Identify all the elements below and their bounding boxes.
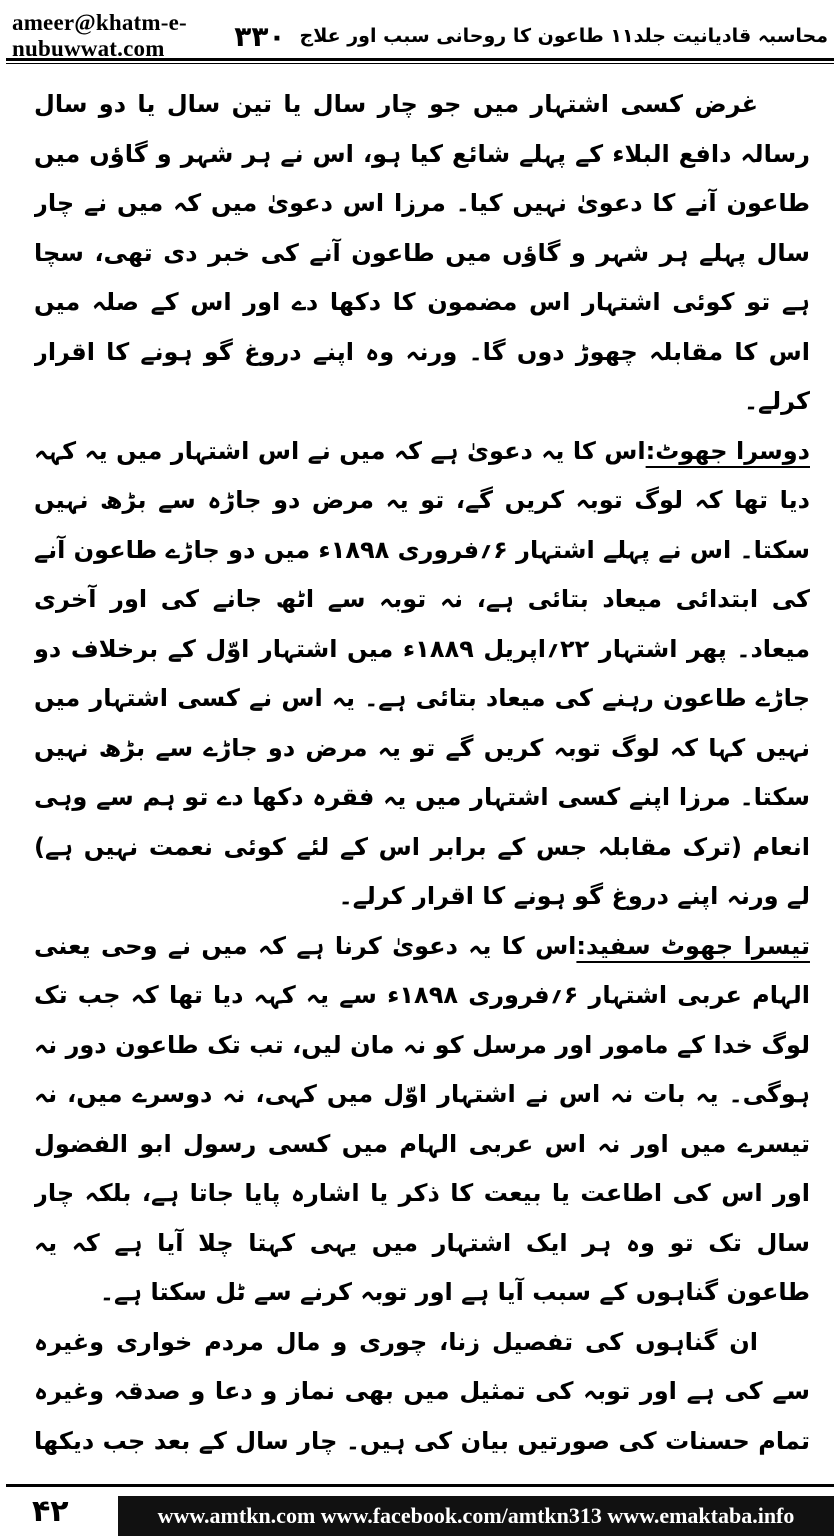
header-title-group <box>234 20 828 53</box>
paragraph-2 <box>34 427 810 922</box>
page-header <box>12 10 828 61</box>
page-footer <box>0 1484 840 1540</box>
paragraph-2-heading: دوسرا جھوٹ: <box>645 436 810 465</box>
paragraph-3-text: اس کا یہ دعویٰ کرنا ہے کہ میں نے وحی یعنی الہام عربی اشتہار ۶؍فروری ۱۸۹۸ء سے یہ کہہ دیا تھا کہ جب تک لوگ خدا کے مامور اور مرسل کو نہ مان لیں، تب تک طاعون دور نہ ہوگی۔ یہ بات نہ اس نے اشتہار اوّل میں کہی، نہ دوسرے میں، نہ تیسرے میں اور نہ اس عربی الہام میں کسی رسول ابو الفضول اور اس کی اطاعت یا بیعت کا ذکر یا اشارہ پایا جاتا ہے، بلکہ چار سال تک تو وہ ہر ایک اشتہار میں یہی کہتا چلا آیا ہے کہ یہ طاعون گناہوں کے سبب آیا ہے اور توبہ کرنے سے ٹل سکتا ہے۔ <box>34 931 810 1306</box>
header-rule <box>6 58 834 61</box>
paragraph-3-heading: تیسرا جھوٹ سفید: <box>576 931 810 960</box>
footer-rule <box>6 1484 834 1487</box>
footer-links: www.amtkn.com www.facebook.com/amtkn313 www.emaktaba.info <box>118 1496 834 1536</box>
document-body <box>34 80 810 1470</box>
paragraph-3 <box>34 922 810 1318</box>
header-book-title: محاسبہ قادیانیت جلد۱۱ طاعون کا روحانی سبب اور علاج <box>299 25 828 47</box>
page-number: ۴۲ <box>32 1494 69 1529</box>
paragraph-1: غرض کسی اشتہار میں جو چار سال یا تین سال یا دو سال رسالہ دافع البلاء کے پہلے شائع کیا ہو، اس نے ہر شہر و گاؤں میں طاعون آنے کا دعویٰ نہیں کیا۔ مرزا اس دعویٰ میں کہ میں نے چار سال پہلے ہر شہر و گاؤں میں طاعون آنے کی خبر دی تھی، سچا ہے تو کوئی اشتہار اس مضمون کا دکھا دے اور اس کے صلہ میں اس کا مقابلہ چھوڑ دوں گا۔ ورنہ وہ اپنے دروغ گو ہونے کا اقرار کرلے۔ <box>34 90 810 415</box>
header-email: ameer@khatm-e-nubuwwat.com <box>12 10 187 61</box>
header-rule-thin <box>6 63 834 64</box>
paragraph-2-text: اس کا یہ دعویٰ ہے کہ میں نے اس اشتہار میں یہ کہہ دیا تھا کہ لوگ توبہ کریں گے، تو یہ مرض دو جاڑہ سے بڑھ نہیں سکتا۔ اس نے پہلے اشتہار ۶؍فروری ۱۸۹۸ء میں دو جاڑے طاعون آنے کی ابتدائی میعاد بتائی ہے، نہ توبہ سے اٹھ جانے کی اور آخری میعاد۔ پھر اشتہار ۲۲؍اپریل ۱۸۸۹ء میں اشتہار اوّل کے برخلاف دو جاڑے طاعون رہنے کی میعاد بتائی ہے۔ یہ اس نے کسی اشتہار میں نہیں کہا کہ لوگ توبہ کریں گے تو یہ مرض دو جاڑے سے بڑھ نہیں سکتا۔ مرزا اپنے کسی اشتہار میں یہ فقرہ دکھا دے تو ہم سے وہی انعام (ترک مقابلہ جس کے برابر اس کے لئے کوئی نعمت نہیں ہے) لے ورنہ اپنے دروغ گو ہونے کا اقرار کرلے۔ <box>34 436 810 910</box>
paragraph-4: ان گناہوں کی تفصیل زنا، چوری و مال مردم خواری وغیرہ سے کی ہے اور توبہ کی تمثیل میں بھی نماز و دعا و صدقہ وغیرہ تمام حسنات کی صورتیں بیان کی ہیں۔ چار سال کے بعد جب دیکھا <box>34 1327 810 1455</box>
header-page-label: ۳۳۰ <box>234 19 286 53</box>
